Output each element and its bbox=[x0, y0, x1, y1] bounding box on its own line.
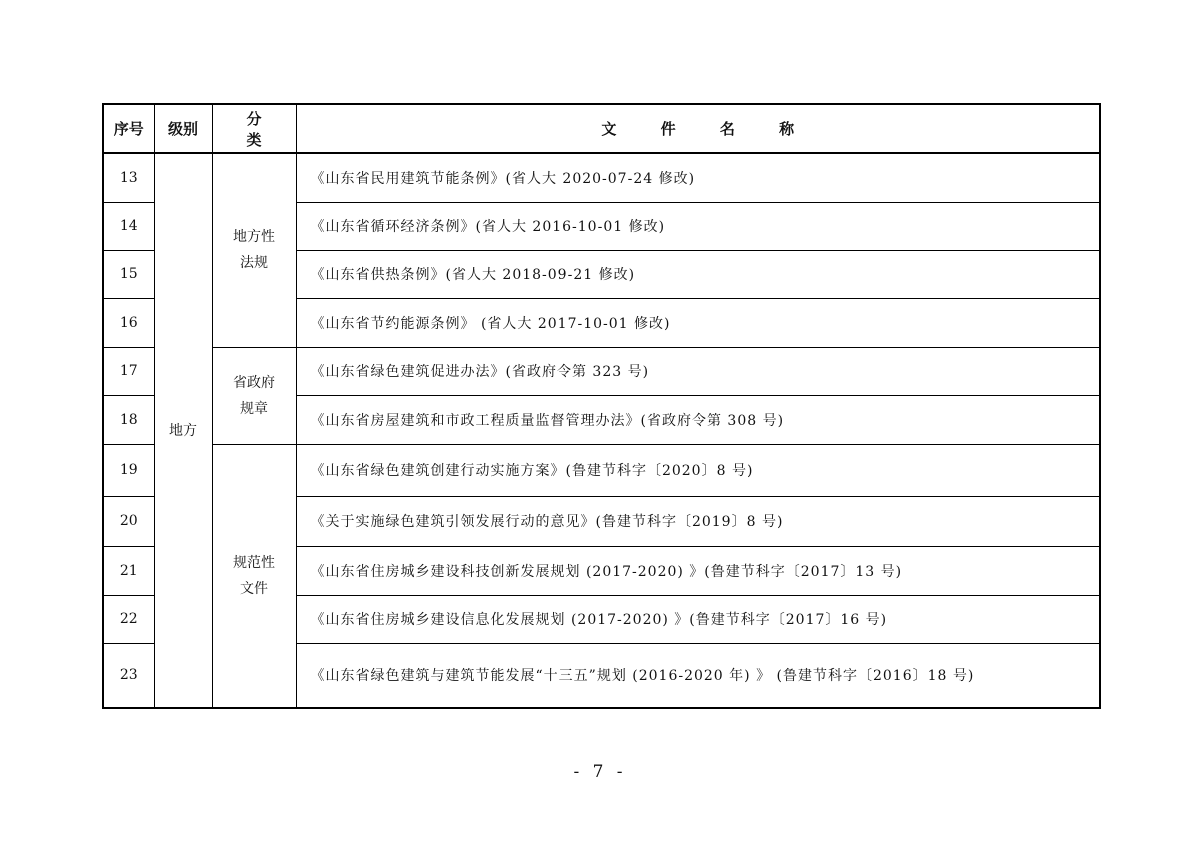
document-name: 《山东省房屋建筑和市政工程质量监督管理办法》(省政府令第 308 号) bbox=[296, 395, 1100, 444]
table-row bbox=[103, 153, 1100, 202]
row-index: 17 bbox=[103, 347, 154, 395]
category-line: 法规 bbox=[240, 255, 268, 272]
category-line: 规章 bbox=[240, 400, 268, 417]
header-category: 分 类 bbox=[212, 104, 296, 153]
document-table bbox=[102, 103, 1101, 709]
header-document-name: 文 件 名 称 bbox=[296, 104, 1100, 153]
category-cell bbox=[212, 347, 296, 444]
row-index: 13 bbox=[103, 153, 154, 202]
document-name: 《山东省绿色建筑创建行动实施方案》(鲁建节科字〔2020〕8 号) bbox=[296, 444, 1100, 496]
document-name: 《关于实施绿色建筑引领发展行动的意见》(鲁建节科字〔2019〕8 号) bbox=[296, 496, 1100, 546]
document-name: 《山东省绿色建筑促进办法》(省政府令第 323 号) bbox=[296, 347, 1100, 395]
row-index: 21 bbox=[103, 546, 154, 595]
category-line: 文件 bbox=[240, 580, 268, 597]
page-number: - 7 - bbox=[573, 762, 627, 782]
document-name: 《山东省循环经济条例》(省人大 2016-10-01 修改) bbox=[296, 202, 1100, 250]
category-cell bbox=[212, 153, 296, 347]
row-index: 20 bbox=[103, 496, 154, 546]
category-line: 规范性 bbox=[233, 554, 275, 571]
table-header-row bbox=[103, 104, 1100, 153]
header-index: 序号 bbox=[103, 104, 154, 153]
document-name: 《山东省住房城乡建设科技创新发展规划 (2017-2020) 》(鲁建节科字〔2017〕13 号) bbox=[296, 546, 1100, 595]
row-index: 14 bbox=[103, 202, 154, 250]
table-row bbox=[103, 347, 1100, 395]
row-index: 19 bbox=[103, 444, 154, 496]
category-line: 地方性 bbox=[233, 229, 275, 246]
row-index: 16 bbox=[103, 298, 154, 347]
row-index: 23 bbox=[103, 643, 154, 708]
category-cell bbox=[212, 444, 296, 708]
document-name: 《山东省供热条例》(省人大 2018-09-21 修改) bbox=[296, 250, 1100, 298]
level-label: 地方 bbox=[169, 422, 197, 439]
table-row bbox=[103, 444, 1100, 496]
row-index: 15 bbox=[103, 250, 154, 298]
document-name: 《山东省民用建筑节能条例》(省人大 2020-07-24 修改) bbox=[296, 153, 1100, 202]
category-line: 省政府 bbox=[233, 374, 275, 391]
row-index: 22 bbox=[103, 595, 154, 643]
header-level: 级别 bbox=[154, 104, 212, 153]
document-name: 《山东省节约能源条例》 (省人大 2017-10-01 修改) bbox=[296, 298, 1100, 347]
document-name: 《山东省绿色建筑与建筑节能发展“十三五”规划 (2016-2020 年) 》 (鲁建节科字〔2016〕18 号) bbox=[296, 643, 1100, 708]
row-index: 18 bbox=[103, 395, 154, 444]
document-name: 《山东省住房城乡建设信息化发展规划 (2017-2020) 》(鲁建节科字〔2017〕16 号) bbox=[296, 595, 1100, 643]
level-cell bbox=[154, 153, 212, 708]
